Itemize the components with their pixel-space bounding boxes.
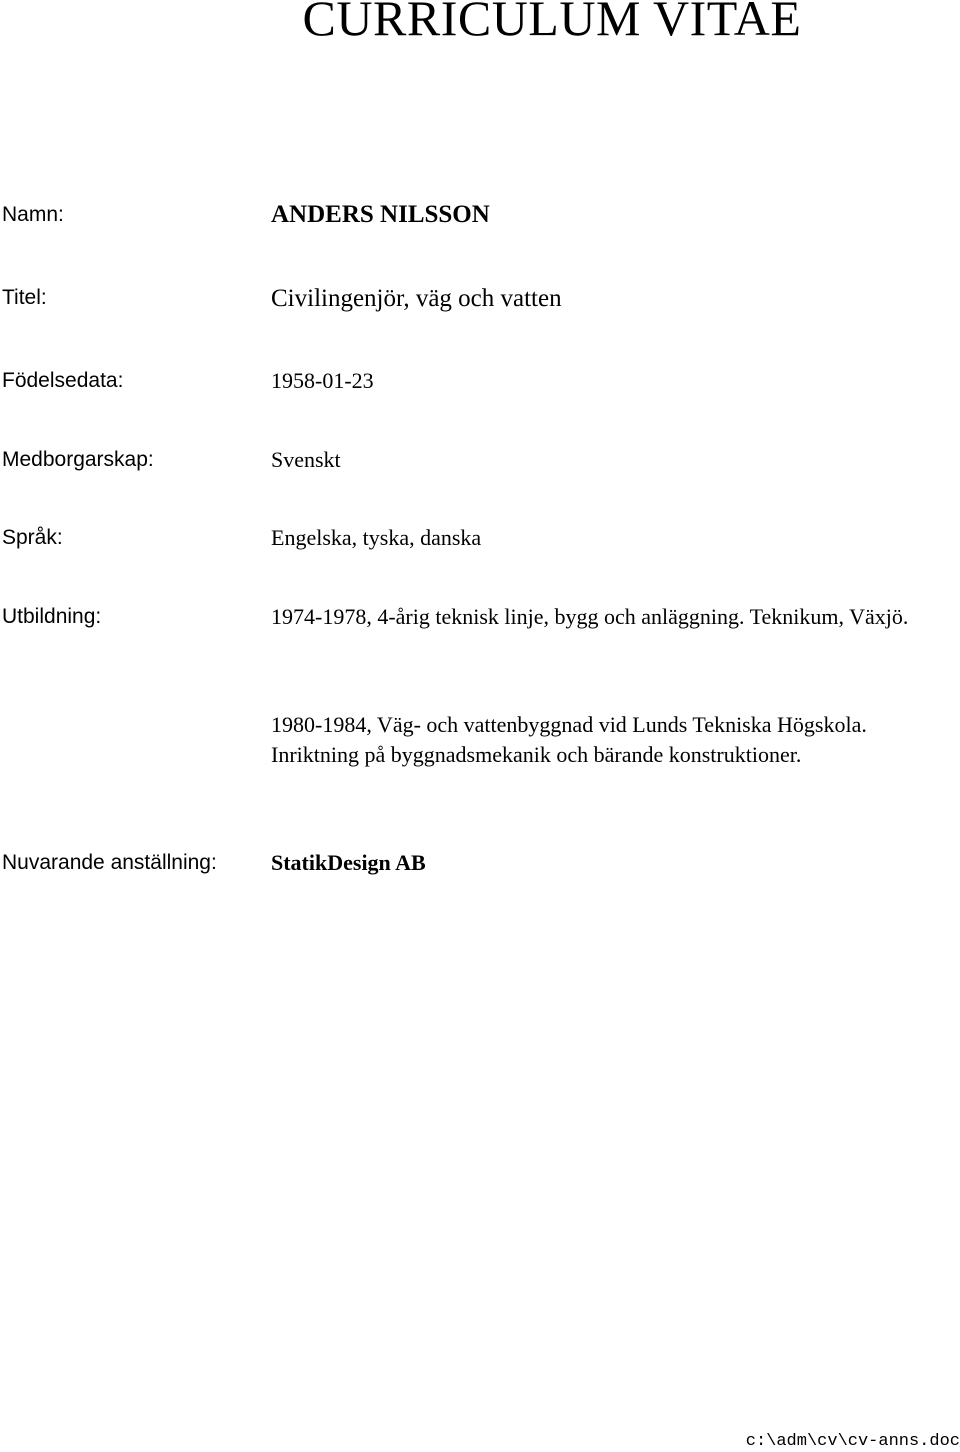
education-entry: 1980-1984, Väg- och vattenbyggnad vid Lunds Tekniska Högskola. Inriktning på byggnadsmekanik och bärande konstruktioner. xyxy=(271,712,867,767)
name-value: ANDERS NILSSON xyxy=(271,201,490,228)
title-value: Civilingenjör, väg och vatten xyxy=(271,285,562,312)
employment-value: StatikDesign AB xyxy=(271,850,426,875)
page-title: CURRICULUM VITAE xyxy=(302,0,802,46)
name-label: Namn: xyxy=(2,203,64,226)
citizenship-label: Medborgarskap: xyxy=(2,448,154,471)
birthdate-label: Födelsedata: xyxy=(2,369,124,392)
languages-value: Engelska, tyska, danska xyxy=(271,525,482,550)
languages-label: Språk: xyxy=(2,526,63,549)
education-label: Utbildning: xyxy=(2,605,102,628)
birthdate-value: 1958-01-23 xyxy=(271,368,374,393)
title-label: Titel: xyxy=(2,286,47,309)
employment-label: Nuvarande anställning: xyxy=(2,851,217,874)
education-entry: 1974-1978, 4-årig teknisk linje, bygg och anläggning. Teknikum, Växjö. xyxy=(271,604,909,629)
footer-file-path: c:\adm\cv\cv-anns.doc xyxy=(745,1432,960,1451)
citizenship-value: Svenskt xyxy=(271,447,341,472)
